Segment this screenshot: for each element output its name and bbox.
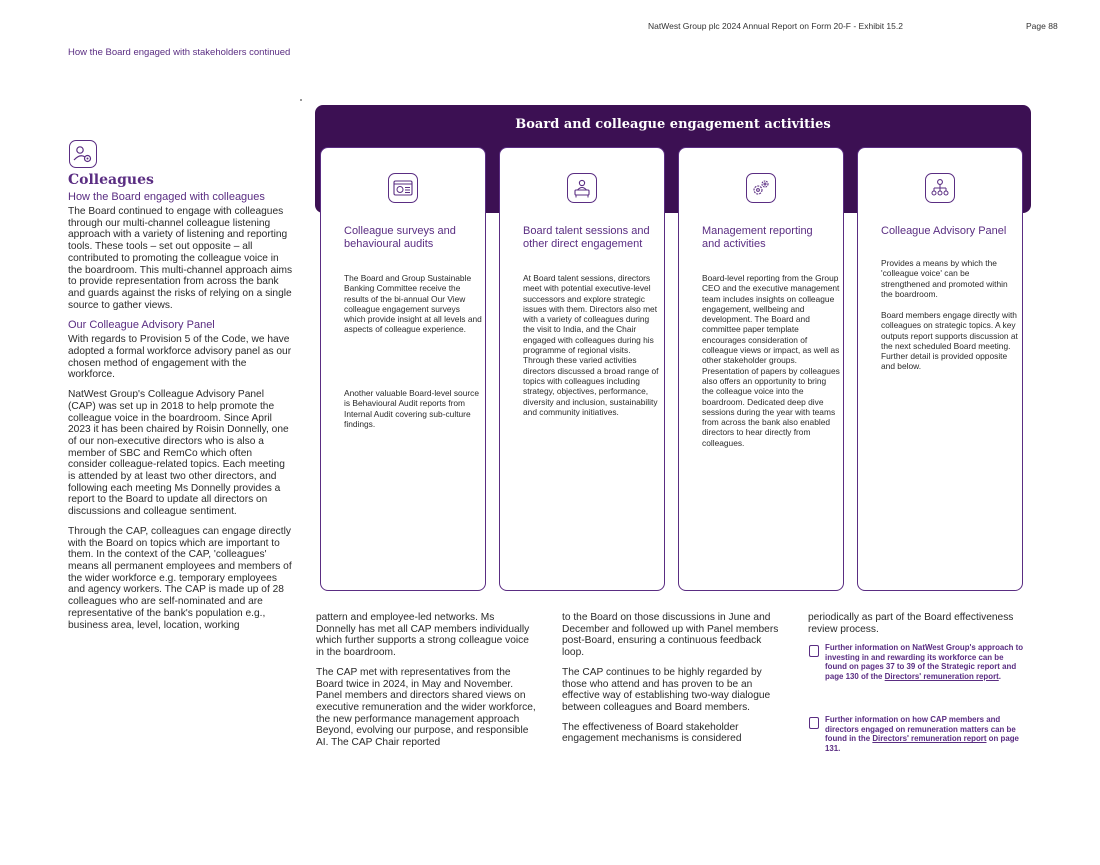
paragraph: The Board continued to engage with colleagues through our multi-channel colleague listening approach with a variety of listening and reporting tools. These tools – set out opposite – all contributed to promoting the colleague voice in the boardroom. This multi-channel approach aims to provide representation from across the bank and guards against the risks of relying on a single source to gather views. [68,206,293,311]
card-body: At Board talent sessions, directors meet with potential executive-level successors and explore strategic issues with them. Directors also met with a variety of colleagues during the visit to India, and the Chair engaged with colleagues during his programme of regional visits. Through these varied activities directors discussed a broad range of topics with colleagues including strategy, objectives, performance, diversity and inclusion, sustainability and community initiatives. [523,273,659,417]
text-column-2 [316,612,536,757]
meeting-people-icon [567,173,597,203]
card-body: Provides a means by which the 'colleague voice' can be strengthened and promoted within the boardroom. [881,258,1008,299]
directors-remuneration-link[interactable]: Directors' remuneration report [872,734,987,744]
paragraph: With regards to Provision 5 of the Code, we have adopted a formal workforce advisory panel as our chosen method of engagement with the workforce. [68,334,292,381]
paragraph: The CAP met with representatives from the Board twice in 2024, in May and November. Panel members and directors shared views on executive remuneration and the wider workforce, the new performance management approach Beyond, evolving our purpose, and responsible AI. The CAP Chair reported [316,666,536,749]
document-icon [809,717,819,729]
card-body: Another valuable Board-level source is Behavioural Audit reports from Internal Audit covering sub-culture findings. [344,388,480,429]
paragraph: to the Board on those discussions in June and December and followed up with Panel members post-Board, ensuring a continuous feedback loop. [562,612,779,659]
note-text: . [998,671,1001,681]
page-number: Page 88 [1026,21,1058,31]
paragraph: NatWest Group's Colleague Advisory Panel (CAP) was set up in 2018 to help promote the colleague voice in the boardroom. Since April 2023 it has been chaired by Roisin Donnelly, one of our non-executive directors who is also a member of SBC and RemCo which often consider colleague-related topics. Each meeting is attended by at least two other directors, and following each meeting Ms Donnelly provides a report to the Board to update all directors on discussions and colleague sentiment. [68,389,289,518]
banner-title: Board and colleague engagement activities [515,117,831,132]
paragraph: The CAP continues to be highly regarded by those who attend and has proven to be an effective way of establishing two-way dialogue between colleagues and Board members. [562,666,771,713]
card-body: The Board and Group Sustainable Banking Committee receive the results of the bi-annual Our View colleague engagement surveys which provide insight at all levels and aspects of colleague experience. [344,273,482,335]
text-column-4 [808,612,1028,765]
note-text: Further information on how CAP members and directors engaged on remuneration matters can be found in the [825,715,1016,744]
further-info-note-1 [808,643,1028,713]
survey-screen-icon [388,173,418,203]
subheading-board-engaged: How the Board engaged with colleagues [68,191,265,203]
subheading-cap: Our Colleague Advisory Panel [68,319,215,332]
colleagues-heading: Colleagues [68,172,154,188]
card-management [678,147,844,591]
paragraph: Through the CAP, colleagues can engage directly with the Board on topics which are important to them. In the context of the CAP, 'colleagues' means all permanent employees and members of the wider workforce e.g. temporary employees and agency workers. The CAP is made up of 28 colleagues who are self-nominated and are representative of the bank's population e.g., business area, level, location, working [68,525,292,631]
card-heading: Management reporting and activities [702,225,813,250]
dot-mark [300,99,302,101]
note-text: Further information on NatWest Group's approach to investing in and rewarding its workforce can be found on pages 37 to 39 of the Strategic report and page 130 of the [825,643,1024,681]
card-body: Board members engage directly with colleagues on strategic topics. A key outputs report supports discussion at the next scheduled Board meeting. Further detail is provided opposite and below. [881,310,1018,372]
paragraph: The effectiveness of Board stakeholder engagement mechanisms is considered [562,721,742,745]
org-chart-icon [925,173,955,203]
card-body: Board-level reporting from the Group CEO and the executive management team includes insights on colleague engagement, wellbeing and development. The Board and committee paper template encourages consideration of colleague views or impact, as well as other stakeholder groups. Presentation of papers by colleagues also offers an opportunity to bring the colleague voice into the boardroom. Dedicated deep dive sessions during the year with teams from across the bank also enabled directors to hear directly from colleagues. [702,273,840,448]
gears-icon [746,173,776,203]
further-info-note-2 [808,715,1028,765]
card-talent [499,147,665,591]
paragraph: periodically as part of the Board effectiveness review process. [808,612,1014,635]
card-heading: Board talent sessions and other direct engagement [523,225,650,250]
text-column-3 [562,612,782,753]
colleague-settings-icon [69,140,97,168]
note-text: on page 131. [825,734,1019,753]
card-surveys [320,147,486,591]
document-icon [809,645,819,657]
card-heading: Colleague surveys and behavioural audits [344,225,456,250]
report-title: NatWest Group plc 2024 Annual Report on Form 20-F - Exhibit 15.2 [648,21,903,31]
directors-remuneration-link[interactable]: Directors' remuneration report [884,671,999,681]
card-cap [857,147,1023,591]
section-label: How the Board engaged with stakeholders continued [68,47,291,58]
colleagues-column [68,140,293,639]
card-heading: Colleague Advisory Panel [881,225,1007,237]
paragraph: pattern and employee-led networks. Ms Donnelly has met all CAP members individually which further supports a strong colleague voice in the boardroom. [316,612,530,659]
